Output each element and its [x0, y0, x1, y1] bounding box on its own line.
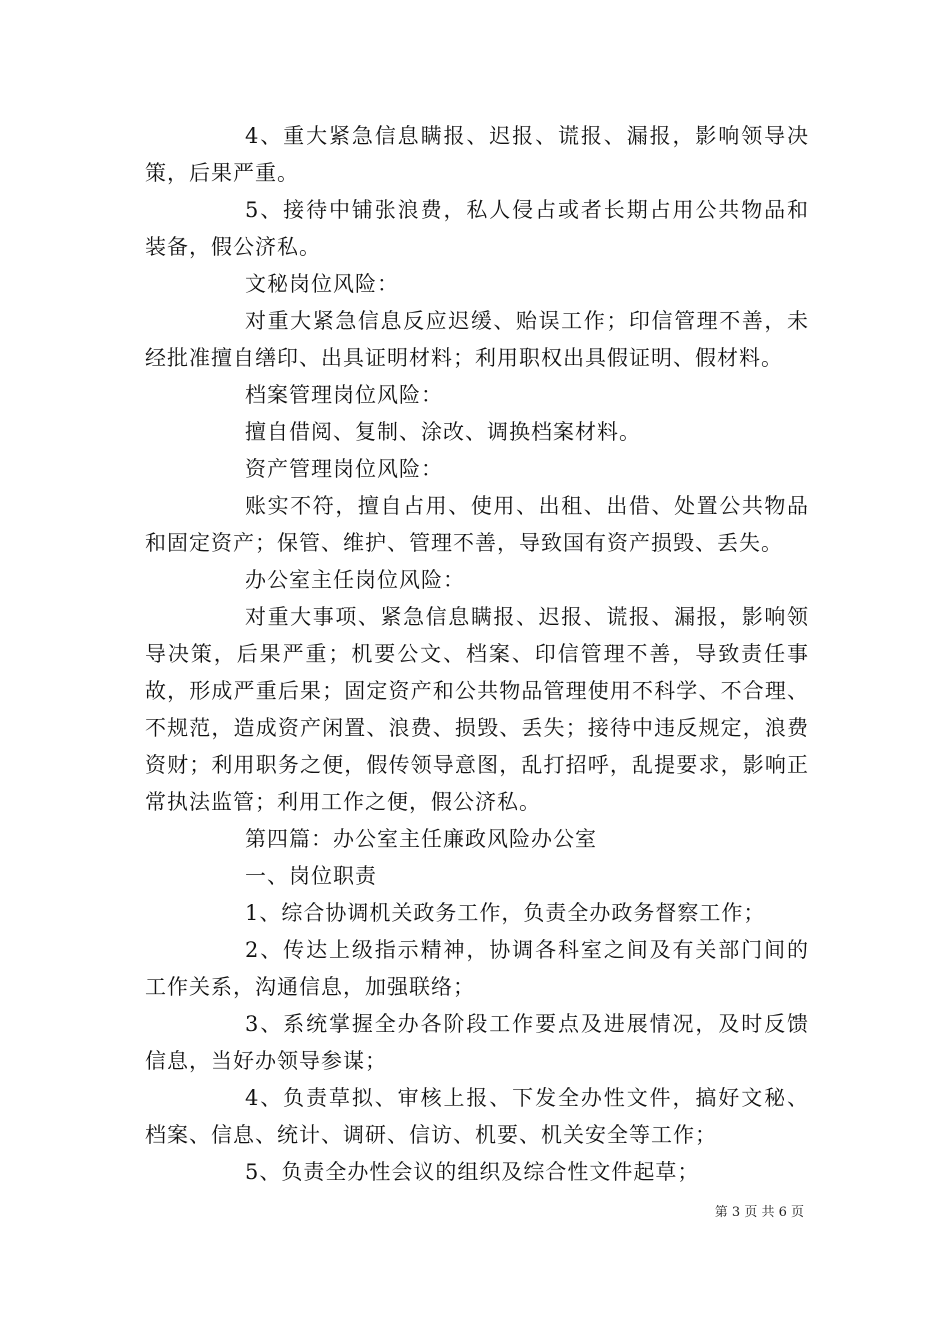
heading-archive-risk: 档案管理岗位风险：: [245, 383, 443, 407]
section-title-part-four: 第四篇：办公室主任廉政风险办公室: [245, 827, 597, 851]
duty-item-4: 4、负责草拟、审核上报、下发全办性文件，搞好文秘、档案、信息、统计、调研、信访、机要、机关安全等工作；: [145, 1086, 809, 1147]
paragraph-asset-risk: 账实不符，擅自占用、使用、出租、出借、处置公共物品和固定资产；保管、维护、管理不善，导致国有资产损毁、丢失。: [145, 494, 809, 555]
duty-item-5: 5、负责全办性会议的组织及综合性文件起草；: [245, 1160, 700, 1184]
duty-item-3: 3、系统掌握全办各阶段工作要点及进展情况，及时反馈信息，当好办领导参谋；: [145, 1012, 809, 1073]
duty-item-1: 1、综合协调机关政务工作，负责全办政务督察工作；: [245, 901, 766, 925]
paragraph-secretary-risk: 对重大紧急信息反应迟缓、贻误工作；印信管理不善，未经批准擅自缮印、出具证明材料；利用职权出具假证明、假材料。: [145, 309, 809, 370]
heading-director-risk: 办公室主任岗位风险：: [245, 568, 465, 592]
paragraph-director-risk: 对重大事项、紧急信息瞒报、迟报、谎报、漏报，影响领导决策，后果严重；机要公文、档案、印信管理不善，导致责任事故，形成严重后果；固定资产和公共物品管理使用不科学、不合理、不规范，造成资产闲置、浪费、损毁、丢失；接待中违反规定，浪费资财；利用职务之便，假传领导意图，乱打招呼，乱提要求，影响正常执法监管；利用工作之便，假公济私。: [145, 605, 809, 814]
page-number-footer: 第 3 页 共 6 页: [714, 1205, 804, 1220]
heading-asset-risk: 资产管理岗位风险：: [245, 457, 443, 481]
paragraph-item-5-reception-risk: 5、接待中铺张浪费，私人侵占或者长期占用公共物品和装备，假公济私。: [145, 198, 809, 259]
paragraph-item-4-info-risk: 4、重大紧急信息瞒报、迟报、谎报、漏报，影响领导决策，后果严重。: [145, 124, 809, 185]
heading-duties: 一、岗位职责: [245, 864, 377, 888]
heading-secretary-risk: 文秘岗位风险：: [245, 272, 399, 296]
duty-item-2: 2、传达上级指示精神，协调各科室之间及有关部门间的工作关系，沟通信息，加强联络；: [145, 938, 809, 999]
paragraph-archive-risk: 擅自借阅、复制、涂改、调换档案材料。: [245, 420, 641, 444]
document-body: [145, 118, 809, 1191]
